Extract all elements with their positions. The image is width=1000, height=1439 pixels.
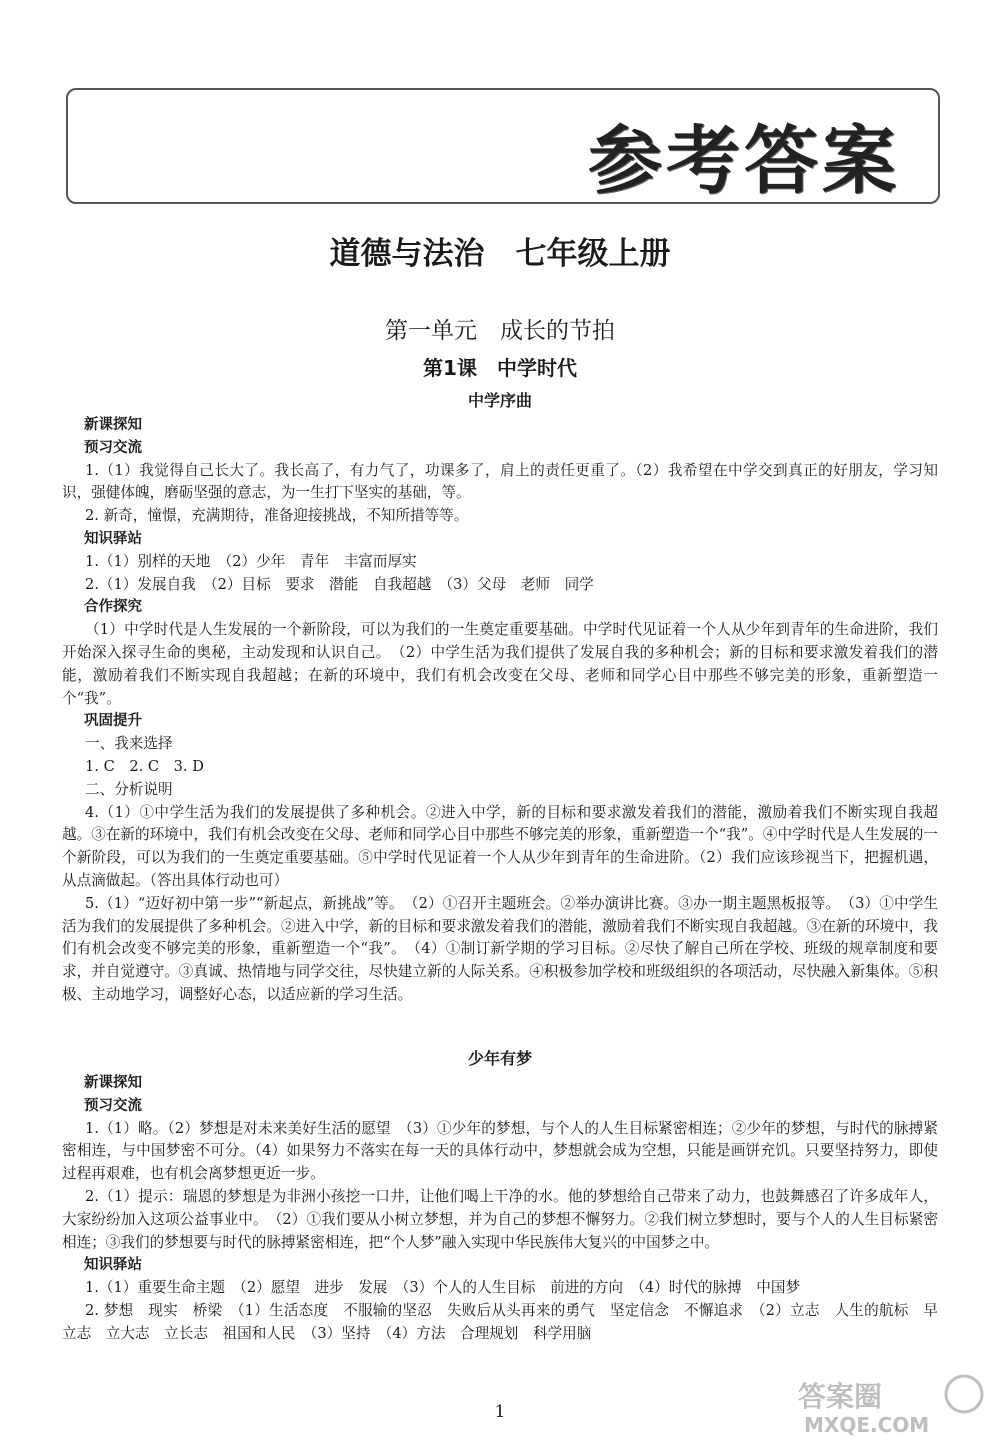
heading: 新课探知	[84, 1075, 142, 1091]
page-number: 1	[494, 1402, 506, 1422]
section-title-2: 少年有梦	[467, 1049, 532, 1068]
watermark-logo	[792, 1374, 996, 1436]
answer-text: （1）中学时代是人生发展的一个新阶段，可以为我们的一生奠定重要基础。中学时代见证着一个人从少年到青年的生命进阶，我们开始深入探寻生命的奥秘，主动发现和认识自己。 （2）中学生活为我们提供了发展自我的多种机会；新的目标和要求激发着我们的潜能，激励着我们不断实现自我超越；在新的环境中，我们有机会改变在父母、老师和同学心目中那些不够完美的形象，重新塑造一个“我”。	[62, 621, 938, 707]
section-title-1: 中学序曲	[467, 391, 532, 410]
answer-text: 1. C 2. C 3. D	[85, 757, 204, 775]
heading: 巩固提升	[84, 713, 142, 730]
answer-text: 2. 梦想 现实 桥梁 （1）生活态度 不服输的坚忍 失败后从头再来的勇气 坚定信念 不懈追求 （2）立志 人生的航标 早立志 立大志 立长志 祖国和人民 （3）坚持 （4）方法 合理规划 科学用脑	[62, 1301, 938, 1342]
answer-text: 二、分析说明	[85, 780, 173, 798]
book-title: 道德与法治 七年级上册	[329, 236, 671, 272]
answer-text: 2.（1）提示：瑞恩的梦想是为非洲小孩挖一口井，让他们喝上干净的水。他的梦想给自己带来了动力，也鼓舞感召了许多成年人，大家纷纷加入这项公益事业中。 （2）①我们要从小树立梦想，并为自己的梦想不懈努力。②我们树立梦想时，要与个人的人生目标紧密相连；③我们的梦想要与时代的脉搏紧密相连，把“个人梦”融入实现中华民族伟大复兴的中国梦之中。	[62, 1187, 938, 1251]
heading: 知识驿站	[84, 1257, 142, 1274]
heading: 合作探究	[84, 599, 142, 616]
unit-title: 第一单元 成长的节拍	[385, 318, 615, 344]
answer-text: 1.（1）重要生命主题 （2）愿望 进步 发展 （3）个人的人生目标 前进的方向 （4）时代的脉搏 中国梦	[85, 1279, 801, 1297]
heading: 预习交流	[84, 439, 142, 456]
answer-text: 4.（1）①中学生活为我们的发展提供了多种机会。②进入中学，新的目标和要求激发着我们的潜能，激励着我们不断实现自我超越。③在新的环境中，我们有机会改变在父母、老师和同学心目中那些不够完美的形象，重新塑造一个“我”。④中学时代是人生发展的一个新阶段，可以为我们的一生奠定重要基础。⑤中学时代见证着一个人从少年到青年的生命进阶。（2）我们应该珍视当下，把握机遇，从点滴做起。（答出具体行动也可）	[62, 803, 938, 889]
answer-text: 1.（1）略。（2）梦想是对未来美好生活的愿望 （3）①少年的梦想，与个人的人生目标紧密相连；②少年的梦想，与时代的脉搏紧密相连，与中国梦密不可分。（4）如果努力不落实在每一天的具体行动中，梦想就会成为空想，只能是画饼充饥。只要坚持努力，即使过程再艰难，也有机会离梦想更近一步。	[62, 1119, 938, 1183]
answer-text: 5.（1）“迈好初中第一步”“新起点，新挑战”等。 （2）①召开主题班会。②举办演讲比赛。③办一期主题黑板报等。 （3）①中学生活为我们的发展提供了多种机会。②进入中学，新的目标和要求激发着我们的潜能，激励着我们不断实现自我超越。③在新的环境中，我们有机会改变不够完美的形象，重新塑造一个“我”。 （4）①制订新学期的学习目标。②尽快了解自己所在学校、班级的规章制度和要求，并自觉遵守。③真诚、热情地与同学交往，尽快建立新的人际关系。④积极参加学校和班级组织的各项活动，尽快融入新集体。⑤积极、主动地学习，调整好心态，以适应新的学习生活。	[62, 894, 938, 1003]
lesson-title: 第1课 中学时代	[423, 356, 577, 380]
banner	[66, 88, 940, 204]
answer-text: 1.（1）我觉得自己长大了。我长高了，有力气了，功课多了，肩上的责任更重了。（2）我希望在中学交到真正的好朋友，学习知识，强健体魄，磨砺坚强的意志，为一生打下坚实的基础，等。	[62, 461, 938, 502]
banner-title: 参考答案	[588, 118, 900, 204]
answer-text: 2.（1）发展自我 （2）目标 要求 潜能 自我超越 （3）父母 老师 同学	[85, 575, 594, 593]
answer-text: 2. 新奇，憧憬，充满期待，准备迎接挑战，不知所措等等。	[85, 507, 469, 525]
answer-text: 一、我来选择	[85, 735, 173, 753]
watermark-logo-text: 答案圈	[798, 1380, 883, 1413]
section-2-body	[62, 1072, 938, 1346]
heading: 知识驿站	[84, 530, 142, 547]
answer-text: 1.（1）别样的天地 （2）少年 青年 丰富而厚实	[85, 552, 417, 570]
heading: 预习交流	[84, 1097, 142, 1114]
heading: 新课探知	[84, 417, 142, 433]
section-1-body	[62, 414, 938, 1007]
watermark-url: MXQE.COM	[804, 1413, 930, 1436]
watermark-circle-icon	[946, 1376, 982, 1412]
